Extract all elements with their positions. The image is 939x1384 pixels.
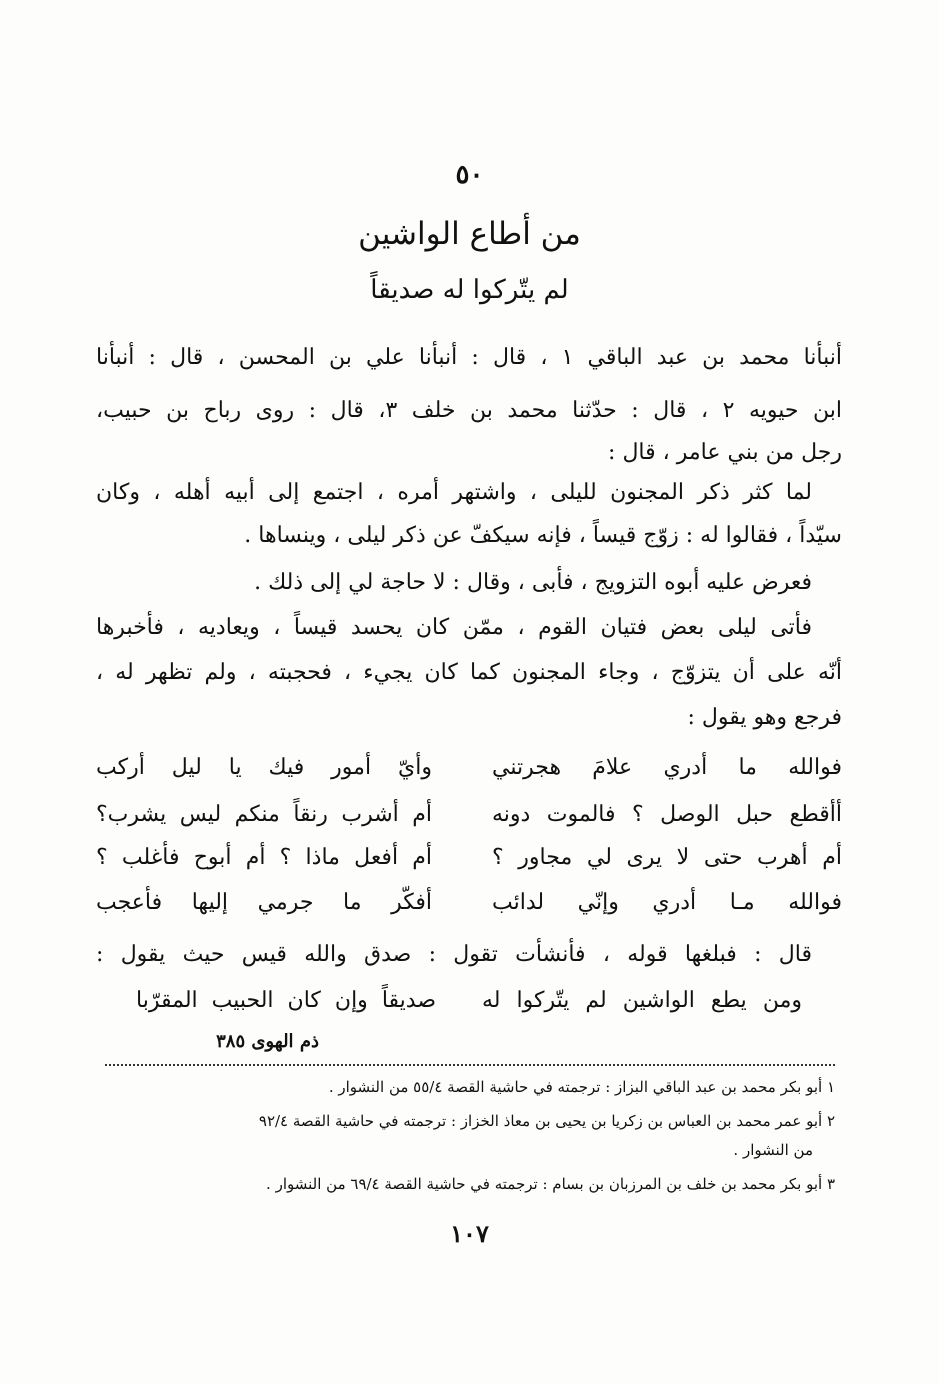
verse-line [96,983,842,1019]
verse-first-hemistich: أم أهرب حتى لا يرى لي مجاور ؟ [492,845,842,870]
verse-line [96,750,842,786]
text-line: فأتى ليلى بعض فتيان القوم ، ممّن كان يحسد قيساً ، ويعاديه ، فأخبرها [96,615,812,640]
footnote: ٢ أبو عمر محمد بن العباس بن زكريا بن يحيى بن معاذ الخزاز : ترجمته في حاشية القصة ٩٢/٤ [258,1112,835,1130]
verse-first-hemistich: ومن يطع الواشين لم يتّركوا له [482,988,802,1013]
text-line: سيّداً ، فقالوا له : زوّج قيساً ، فإنه سيكفّ عن ذكر ليلى ، وينساها . [244,523,842,548]
verse-first-hemistich: أأقطع حبل الوصل ؟ فالموت دونه [492,802,842,827]
verse-second-hemistich: أفكّر ما جرمي إليها فأعجب [96,890,432,915]
text-line: لما كثر ذكر المجنون لليلى ، واشتهر أمره ، اجتمع إلى أبيه أهله ، وكان [96,480,812,505]
verse-second-hemistich: وأيّ أمور فيك يا ليل أركب [96,755,432,780]
verse-second-hemistich: أم أشرب رنقاً منكم ليس يشرب؟ [96,802,432,827]
text-line: ابن حيويه ٢ ، قال : حدّثنا محمد بن خلف ٣، قال : روى رباح بن حبيب، [96,398,842,423]
text-line: قال : فبلغها قوله ، فأنشأت تقول : صدق والله قيس حيث يقول : [96,942,812,967]
footnote-continuation: من النشوار . [733,1141,813,1159]
verse-line [96,885,842,921]
page-number: ١٠٧ [450,1219,489,1248]
source-reference: ذم الهوى ٣٨٥ [216,1031,319,1052]
footnote-divider [105,1064,835,1066]
text-line: أنبأنا محمد بن عبد الباقي ١ ، قال : أنبأنا علي بن المحسن ، قال : أنبأنا [96,345,842,370]
page-subtitle: لم يتّركوا له صديقاً [370,275,569,305]
verse-line [96,840,842,876]
page-title: من أطاع الواشين [358,216,581,252]
text-line: رجل من بني عامر ، قال : [608,440,842,465]
story-number: ٥٠ [455,160,484,190]
verse-second-hemistich: صديقاً وإن كان الحبيب المقرّبا [136,988,436,1013]
text-line: فعرض عليه أبوه التزويج ، فأبى ، وقال : لا حاجة لي إلى ذلك . [254,570,812,595]
verse-line [96,797,842,833]
footnote: ١ أبو بكر محمد بن عبد الباقي البزاز : ترجمته في حاشية القصة ٥٥/٤ من النشوار . [328,1078,835,1096]
footnote: ٣ أبو بكر محمد بن خلف بن المرزبان بن بسام : ترجمته في حاشية القصة ٦٩/٤ من النشوار . [266,1175,835,1193]
text-line: أنّه على أن يتزوّج ، وجاء المجنون كما كان يجيء ، فحجبته ، ولم تظهر له ، [96,660,842,685]
verse-first-hemistich: فوالله مـا أدري وإنّي لدائب [492,890,842,915]
verse-first-hemistich: فوالله ما أدري علامَ هجرتني [492,755,842,780]
text-line: فرجع وهو يقول : [687,705,842,730]
verse-second-hemistich: أم أفعل ماذا ؟ أم أبوح فأغلب ؟ [96,845,432,870]
